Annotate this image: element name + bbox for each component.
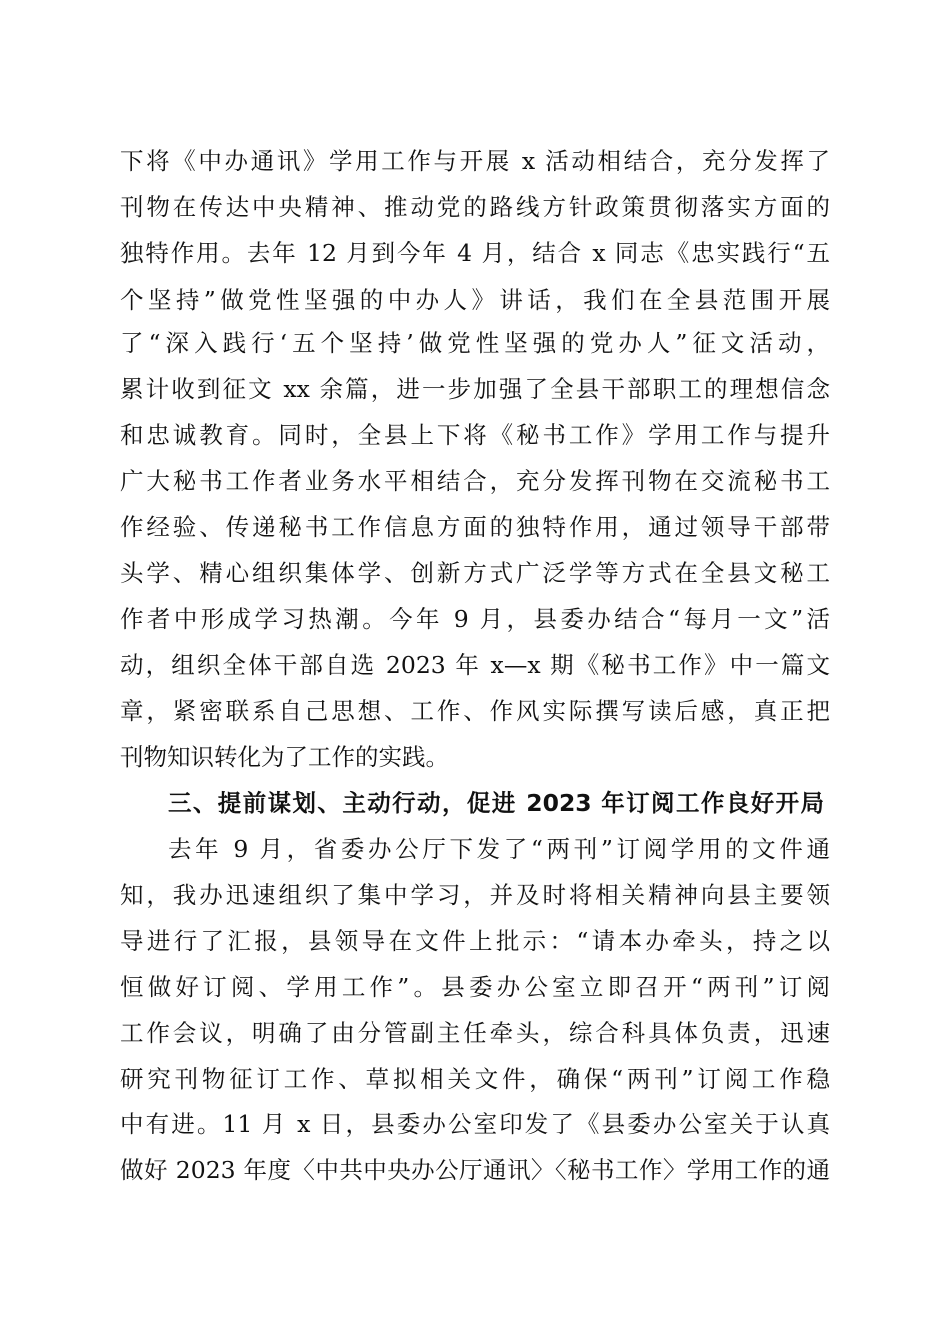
paragraph-1-line-2: 刊物在传达中央精神、推动党的路线方针政策贯彻落实方面的 bbox=[120, 193, 830, 221]
paragraph-2-line-4: 恒做好订阅、学用工作”。县委办公室立即召开“两刊”订阅 bbox=[120, 973, 830, 1001]
paragraph-1-line-14: 刊物知识转化为了工作的实践。 bbox=[120, 743, 449, 771]
paragraph-1-line-3: 独特作用。去年 12 月到今年 4 月，结合 x 同志《忠实践行“五 bbox=[120, 239, 830, 267]
paragraph-1-line-9: 作经验、传递秘书工作信息方面的独特作用，通过领导干部带 bbox=[120, 513, 830, 541]
paragraph-1-line-8: 广大秘书工作者业务水平相结合，充分发挥刊物在交流秘书工 bbox=[120, 467, 830, 495]
paragraph-2-line-6: 研究刊物征订工作、草拟相关文件，确保“两刊”订阅工作稳 bbox=[120, 1065, 830, 1093]
paragraph-1-line-11: 作者中形成学习热潮。今年 9 月，县委办结合“每月一文”活 bbox=[120, 605, 830, 633]
paragraph-1-line-5: 了“深入践行‘五个坚持’做党性坚强的党办人”征文活动， bbox=[120, 329, 830, 357]
paragraph-1-line-7: 和忠诚教育。同时，全县上下将《秘书工作》学用工作与提升 bbox=[120, 421, 830, 449]
paragraph-1-line-13: 章，紧密联系自己思想、工作、作风实际撰写读后感，真正把 bbox=[120, 697, 830, 725]
paragraph-2-line-5: 工作会议，明确了由分管副主任牵头，综合科具体负责，迅速 bbox=[120, 1019, 830, 1047]
paragraph-2-line-3: 导进行了汇报，县领导在文件上批示：“请本办牵头，持之以 bbox=[120, 927, 830, 955]
paragraph-1-line-4: 个坚持”做党性坚强的中办人》讲话，我们在全县范围开展 bbox=[120, 286, 830, 314]
paragraph-1-line-12: 动，组织全体干部自选 2023 年 x—x 期《秘书工作》中一篇文 bbox=[120, 651, 830, 679]
paragraph-1-line-1: 下将《中办通讯》学用工作与开展 x 活动相结合，充分发挥了 bbox=[120, 147, 830, 175]
paragraph-2-line-1: 去年 9 月，省委办公厅下发了“两刊”订阅学用的文件通 bbox=[168, 835, 830, 863]
section-heading: 三、提前谋划、主动行动，促进 2023 年订阅工作良好开局 bbox=[168, 789, 824, 817]
paragraph-1-line-10: 头学、精心组织集体学、创新方式广泛学等方式在全县文秘工 bbox=[120, 559, 830, 587]
paragraph-2-line-7: 中有进。11 月 x 日，县委办公室印发了《县委办公室关于认真 bbox=[120, 1110, 830, 1138]
paragraph-1-line-6: 累计收到征文 xx 余篇，进一步加强了全县干部职工的理想信念 bbox=[120, 375, 830, 403]
paragraph-2-line-2: 知，我办迅速组织了集中学习，并及时将相关精神向县主要领 bbox=[120, 881, 830, 909]
paragraph-2-line-8: 做好 2023 年度〈中共中央办公厅通讯〉〈秘书工作〉学用工作的通 bbox=[120, 1156, 830, 1184]
